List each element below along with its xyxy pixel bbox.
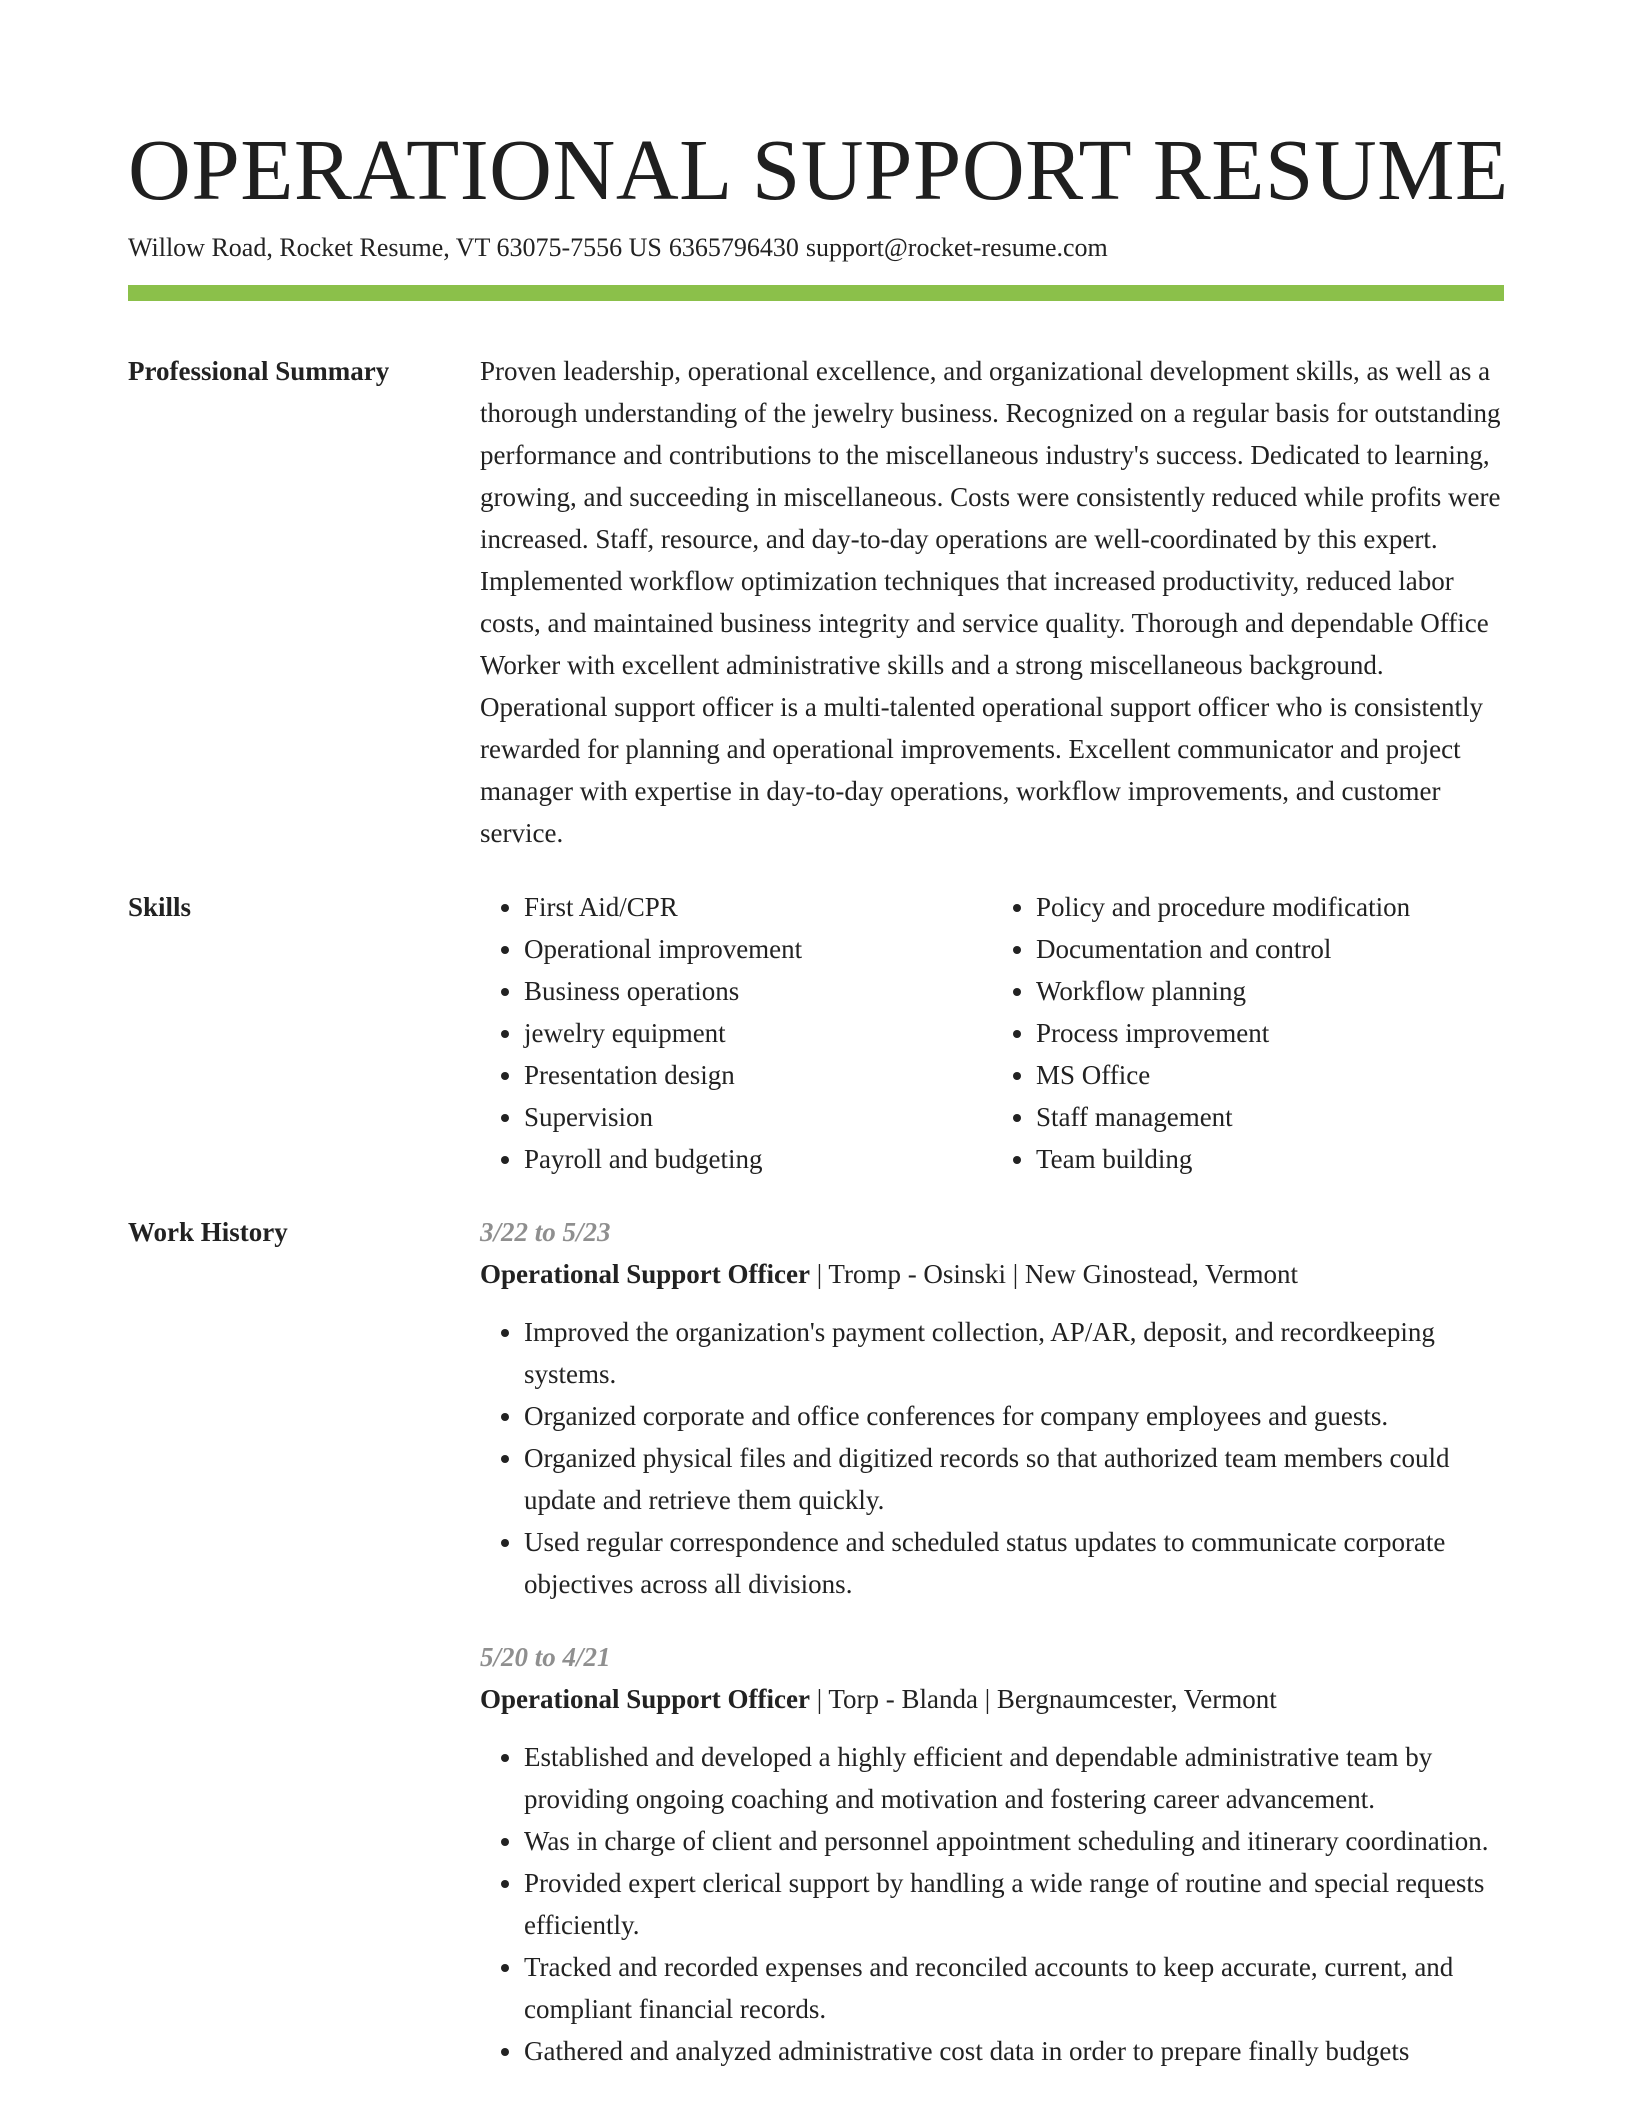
skill-item: • Supervision — [524, 1096, 992, 1138]
skill-item: • Business operations — [524, 970, 992, 1012]
job-title-line — [480, 1253, 1504, 1295]
job-employer: | Tromp - Osinski | New Ginostead, Vermont — [809, 1259, 1299, 1289]
job-dates: 5/20 to 4/21 — [480, 1642, 611, 1672]
skill-item: • Staff management — [1036, 1096, 1504, 1138]
skills-section — [480, 886, 1504, 1180]
job-bullet: • Gathered and analyzed administrative cost data in order to prepare finally budgets — [524, 2030, 1504, 2072]
job-bullet: • Organized corporate and office conferences for company employees and guests. — [524, 1395, 1504, 1437]
contact-line — [128, 230, 1108, 266]
job-bullet: • Established and developed a highly efficient and dependable administrative team by providing ongoing coaching and motivation and fostering career advancement. — [524, 1736, 1504, 1820]
job-role: Operational Support Officer — [480, 1259, 810, 1289]
summary-section — [480, 350, 1504, 854]
summary-text: Proven leadership, operational excellence, and organizational development skills, as well as a thorough understanding of the jewelry business. Recognized on a regular basis for outstanding performance and contributions to the miscellaneous industry's success. Dedicated to learning, growing, and succeeding in miscellaneous. Costs were consistently reduced while profits were increased. Staff, resource, and day-to-day operations are well-coordinated by this expert. Implemented workflow optimization techniques that increased productivity, reduced labor costs, and maintained business integrity and service quality. Thorough and dependable Office Worker with excellent administrative skills and a strong miscellaneous background. Operational support officer is a multi-talented operational support officer who is consistently rewarded for planning and operational improvements. Excellent communicator and project manager with expertise in day-to-day operations, workflow improvements, and customer service. — [480, 356, 1501, 848]
header-divider — [128, 285, 1504, 301]
job-entry — [480, 1211, 1504, 1605]
skill-item: • jewelry equipment — [524, 1012, 992, 1054]
job-bullet: • Improved the organization's payment collection, AP/AR, deposit, and recordkeeping systems. — [524, 1311, 1504, 1395]
skills-heading: Skills — [128, 892, 192, 922]
job-employer: | Torp - Blanda | Bergnaumcester, Vermont — [809, 1684, 1277, 1714]
job-bullets — [480, 1311, 1504, 1605]
job-role: Operational Support Officer — [480, 1684, 810, 1714]
job-dates: 3/22 to 5/23 — [480, 1217, 611, 1247]
skill-item: • Documentation and control — [1036, 928, 1504, 970]
contact-phone: 6365796430 — [668, 233, 799, 262]
job-entry — [480, 1636, 1504, 2072]
skill-item: • Payroll and budgeting — [524, 1138, 992, 1180]
job-bullet: • Organized physical files and digitized records so that authorized team members could update and retrieve them quickly. — [524, 1437, 1504, 1521]
contact-email: support@rocket-resume.com — [805, 233, 1108, 262]
summary-heading: Professional Summary — [128, 356, 390, 386]
skill-item: • First Aid/CPR — [524, 886, 992, 928]
job-bullet: • Tracked and recorded expenses and reconciled accounts to keep accurate, current, and compliant financial records. — [524, 1946, 1504, 2030]
work-history-heading: Work History — [128, 1217, 288, 1247]
skills-list-right — [992, 886, 1504, 1180]
job-bullet: • Was in charge of client and personnel appointment scheduling and itinerary coordination. — [524, 1820, 1504, 1862]
skill-item: • Team building — [1036, 1138, 1504, 1180]
skill-item: • Workflow planning — [1036, 970, 1504, 1012]
skills-list-left — [480, 886, 992, 1180]
skill-item: • Policy and procedure modification — [1036, 886, 1504, 928]
contact-address: Willow Road, Rocket Resume, VT 63075-7556 US — [128, 233, 662, 262]
skill-item: • Operational improvement — [524, 928, 992, 970]
job-bullets — [480, 1736, 1504, 2072]
resume-title: OPERATIONAL SUPPORT RESUME — [128, 121, 1509, 218]
skill-item: • Process improvement — [1036, 1012, 1504, 1054]
skill-item: • MS Office — [1036, 1054, 1504, 1096]
job-bullet: • Provided expert clerical support by handling a wide range of routine and special requests efficiently. — [524, 1862, 1504, 1946]
job-title-line — [480, 1678, 1504, 1720]
skill-item: • Presentation design — [524, 1054, 992, 1096]
job-bullet: • Used regular correspondence and scheduled status updates to communicate corporate objectives across all divisions. — [524, 1521, 1504, 1605]
